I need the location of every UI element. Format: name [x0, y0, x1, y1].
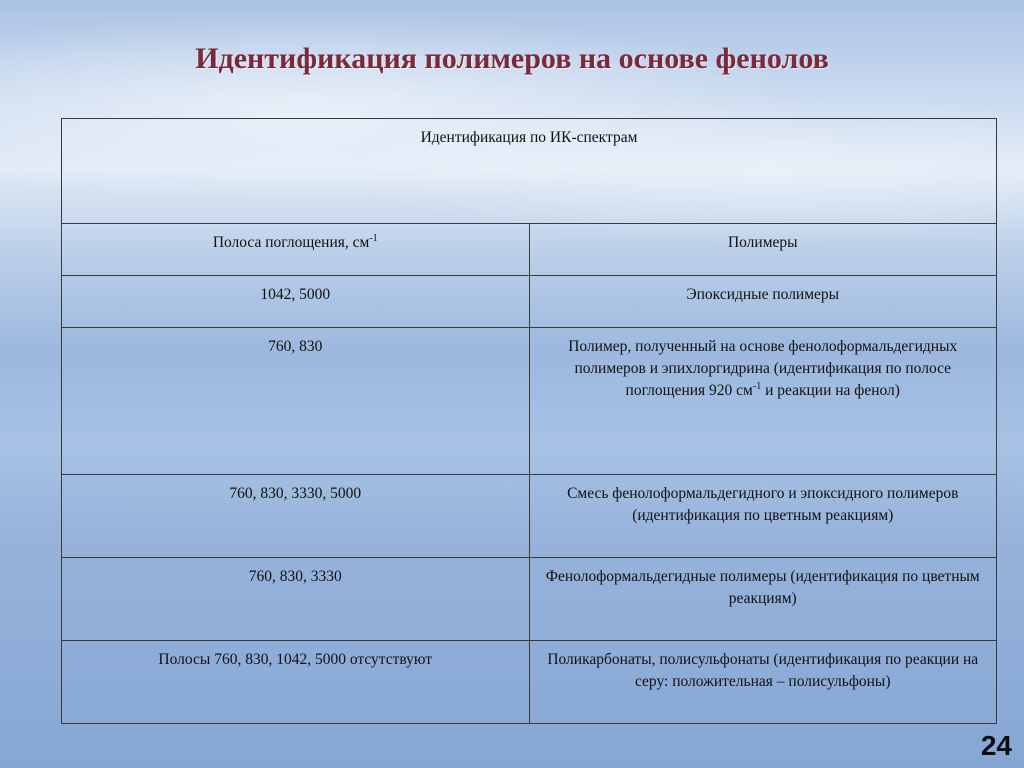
- polymer-cell: Смесь фенолоформальдегидного и эпоксидного полимеров (идентификация по цветным реакциям): [529, 475, 997, 558]
- table-row: [62, 475, 997, 558]
- band-cell: 760, 830, 3330: [62, 558, 530, 641]
- slide-title: Идентификация полимеров на основе фенолов: [195, 42, 829, 75]
- table-caption-row: [62, 119, 997, 224]
- table-row: [62, 641, 997, 724]
- band-cell: Полосы 760, 830, 1042, 5000 отсутствуют: [62, 641, 530, 724]
- ir-spectra-table: [61, 118, 997, 724]
- table-header-row: [62, 224, 997, 276]
- header-absorption-band-text: Полоса поглощения, см: [212, 234, 370, 251]
- header-absorption-band-unit-exponent: -1: [369, 232, 378, 244]
- table-caption: Идентификация по ИК-спектрам: [62, 119, 997, 224]
- polymer-cell: Эпоксидные полимеры: [529, 276, 997, 328]
- polymer-cell: Поликарбонаты, полисульфонаты (идентификация по реакции на серу: положительная – полисульфоны): [529, 641, 997, 724]
- table-row: [62, 328, 997, 475]
- header-absorption-band: [62, 224, 530, 276]
- table-row: [62, 276, 997, 328]
- polymer-cell: [529, 328, 997, 475]
- header-polymers: Полимеры: [529, 224, 997, 276]
- band-cell: 760, 830: [62, 328, 530, 475]
- band-cell: 1042, 5000: [62, 276, 530, 328]
- polymer-cell-text-end: и реакции на фенол): [761, 382, 900, 399]
- band-cell: 760, 830, 3330, 5000: [62, 475, 530, 558]
- table-row: [62, 558, 997, 641]
- polymer-cell-text: Полимер, полученный на основе фенолоформальдегидных полимеров и эпихлоргидрина (идентификация по полосе поглощения 920 см: [568, 338, 958, 399]
- polymer-cell: Фенолоформальдегидные полимеры (идентификация по цветным реакциям): [529, 558, 997, 641]
- polymer-cell-unit-exponent: -1: [752, 380, 762, 392]
- page-number: 24: [980, 730, 1012, 761]
